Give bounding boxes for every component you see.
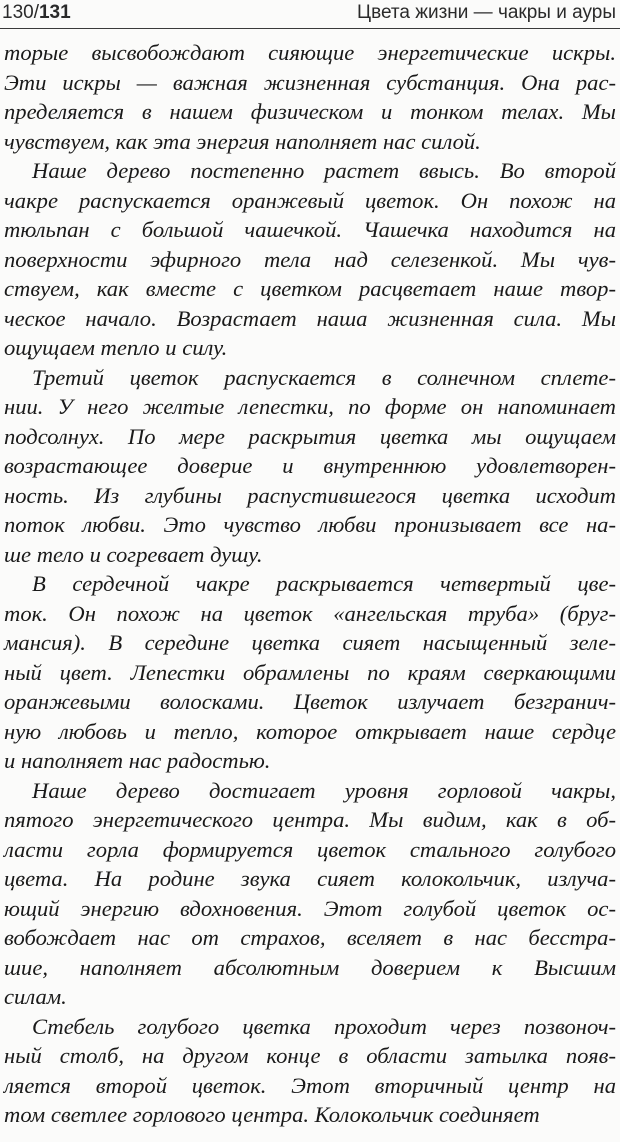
paragraph	[4, 569, 616, 776]
text-line: Эти искры — важная жизненная субстанция. Она рас-	[4, 69, 616, 95]
body-text	[4, 38, 616, 1130]
text-line: чакре распускается оранжевый цветок. Он похож на	[4, 187, 616, 213]
text-line: силам.	[4, 984, 67, 1009]
text-line: пятого энергетического центра. Мы видим, как в об-	[4, 807, 616, 832]
text-line: торые высвобождают сияющие энергетические искры.	[4, 40, 616, 65]
text-line: Наше дерево достигает уровня горловой чакры,	[32, 777, 616, 803]
running-title: Цвета жизни — чакры и ауры	[357, 2, 616, 23]
paragraph	[4, 1012, 616, 1130]
text-line: чувствуем, как эта энергия наполняет нас силой.	[4, 128, 481, 154]
text-line: тюльпан с большой чашечкой. Чашечка находится на	[4, 217, 616, 242]
text-line: ощущаем тепло и силу.	[4, 335, 228, 360]
text-line: ше тело и согревает душу.	[4, 541, 263, 567]
text-line: и наполняет нас радостью.	[4, 748, 271, 773]
text-line: том светлее горлового центра. Колокольчик соединяет	[4, 1102, 540, 1127]
paragraph	[4, 363, 616, 570]
paragraph	[4, 38, 616, 156]
text-line: В сердечной чакре раскрывается четвертый цве-	[32, 571, 616, 596]
text-line: ный цвет. Лепестки обрамлены по краям сверкающими	[4, 659, 616, 685]
page-number-left: 130/	[2, 2, 39, 23]
page-number-right: 131	[38, 2, 71, 23]
text-line: ную любовь и тепло, которое открывает наше сердце	[4, 718, 616, 744]
text-line: подсолнух. По мере раскрытия цветка мы ощущаем	[4, 423, 616, 449]
text-line: поверхности эфирного тела над селезенкой. Мы чув-	[4, 246, 616, 272]
text-line: ческое начало. Возрастает наша жизненная сила. Мы	[4, 305, 616, 331]
text-line: Наше дерево постепенно растет ввысь. Во второй	[32, 158, 616, 183]
paragraph	[4, 156, 616, 363]
text-line: ляется второй цветок. Этот вторичный центр на	[4, 1072, 616, 1098]
text-line: оранжевыми волосками. Цветок излучает безгранич-	[4, 689, 616, 714]
text-line: Стебель голубого цветка проходит через позвоноч-	[32, 1013, 616, 1039]
text-line: поток любви. Это чувство любви пронизывает все на-	[4, 512, 616, 537]
text-line: ность. Из глубины распустившегося цветка исходит	[4, 482, 616, 508]
text-line: мансия). В середине цветка сияет насыщенный зеле-	[4, 630, 616, 655]
text-line: ствуем, как вместе с цветком расцветает наше твор-	[4, 276, 616, 301]
text-line: цвета. На родине звука сияет колокольчик, излуча-	[4, 866, 616, 891]
text-line: ток. Он похож на цветок «ангельская труба» (бруг-	[4, 600, 616, 626]
text-line: Третий цветок распускается в солнечном сплете-	[32, 364, 616, 390]
running-header	[0, 0, 620, 29]
text-line: возрастающее доверие и внутреннюю удовлетворен-	[4, 453, 616, 478]
text-line: шие, наполняет абсолютным доверием к Высшим	[4, 954, 616, 980]
text-line: пределяется в нашем физическом и тонком телах. Мы	[4, 99, 616, 124]
text-line: ласти горла формируется цветок стального голубого	[4, 836, 616, 862]
text-line: ющий энергию вдохновения. Этот голубой цветок ос-	[4, 895, 616, 921]
paragraph	[4, 776, 616, 1012]
text-line: вобождает нас от страхов, вселяет в нас бесстра-	[4, 925, 616, 950]
text-line: нии. У него желтые лепестки, по форме он напоминает	[4, 394, 616, 419]
page-numbers	[2, 1, 71, 25]
text-line: ный столб, на другом конце в области затылка появ-	[4, 1043, 616, 1068]
